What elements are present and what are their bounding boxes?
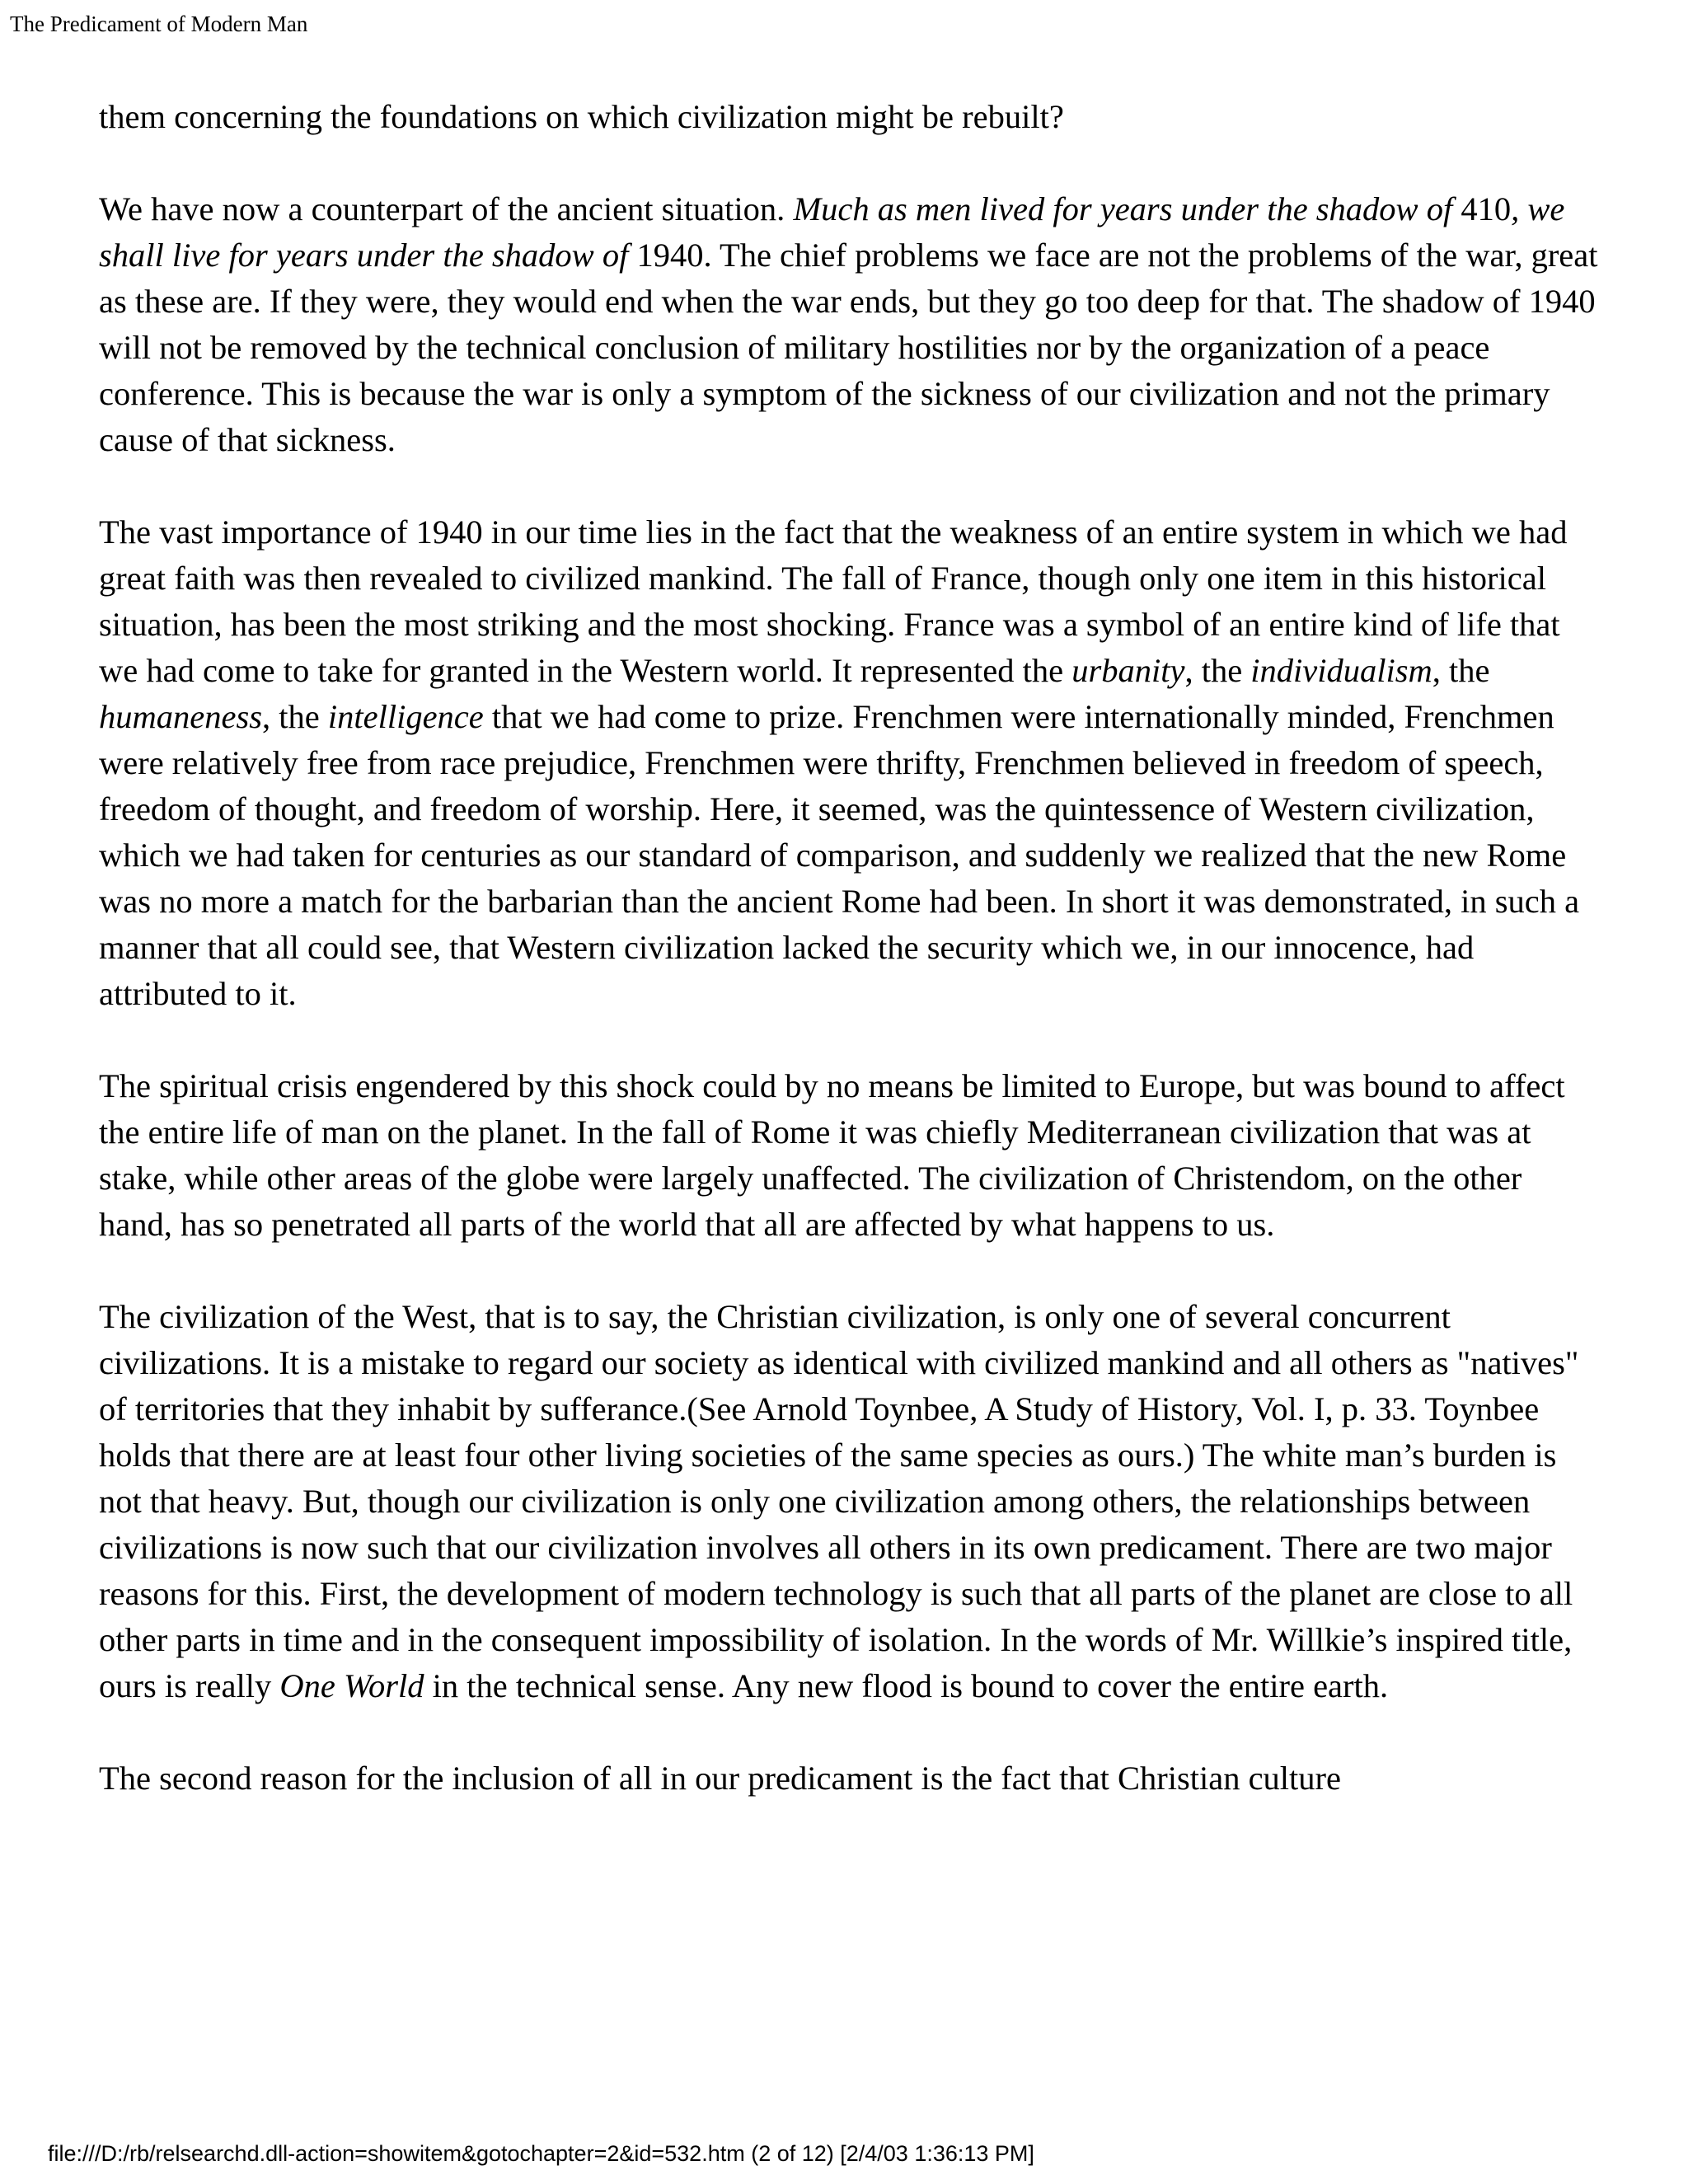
text-run: , the [261,698,328,735]
text-run: that we had come to prize. Frenchmen were internationally minded, Frenchmen were relatively free from race prejudice, Frenchmen were thrifty, Frenchmen believed in freedom of speech, freedom of thought, and freedom of worship. Here, it seemed, was the quintessence of Western civilization, which we had taken for centuries as our standard of comparison, and suddenly we realized that the new Rome was no more a match for the barbarian than the ancient Rome had been. In short it was demonstrated, in such a manner that all could see, that Western civilization lacked the security which we, in our innocence, had attributed to it. [99,698,1580,1012]
text-run: them concerning the foundations on which civilization might be rebuilt? [99,98,1064,135]
text-run: 1940. The chief problems we face are not the problems of the war, great as these are. If they were, they would end when the war ends, but they go too deep for that. The shadow of 1940 will not be removed by the technical conclusion of military hostilities nor by the organization of a peace conference. This is because the war is only a symptom of the sickness of our civilization and not the primary cause of that sickness. [99,237,1598,458]
italic-run: humaneness [99,698,262,735]
text-run: in the technical sense. Any new flood is bound to cover the entire earth. [424,1667,1389,1704]
italic-run: intelligence [327,698,484,735]
text-run: The vast importance of 1940 in our time lies in the fact that the weakness of an entire system in which we had great faith was then revealed to civilized mankind. The fall of France, though only one item in this historical situation, has been the most striking and the most shocking. France was a symbol of an entire kind of life that we had come to take for granted in the Western world. It represented the [99,513,1568,689]
text-run: , the [1432,652,1490,689]
page-header-title: The Predicament of Modern Man [10,12,308,36]
text-run: The spiritual crisis engendered by this shock could by no means be limited to Europe, but was bound to affect the entire life of man on the planet. In the fall of Rome it was chiefly Mediterranean civilization that was at stake, while other areas of the globe were largely unaffected. The civilization of Christendom, on the other hand, has so penetrated all parts of the world that all are affected by what happens to us. [99,1067,1565,1243]
page-footer-url: file:///D:/rb/relsearchd.dll-action=showitem&gotochapter=2&id=532.htm (2 of 12) [2/4/03 1:36:13 PM] [48,2141,1034,2166]
document-body [99,94,1602,1802]
text-run: , the [1184,652,1251,689]
text-run: The civilization of the West, that is to say, the Christian civilization, is only one of several concurrent civilizations. It is a mistake to regard our society as identical with civilized mankind and all others as "natives" of territories that they inhabit by sufferance.(See Arnold Toynbee, A Study of History, Vol. I, p. 33. Toynbee holds that there are at least four other living societies of the same species as ours.) The white man’s burden is not that heavy. But, though our civilization is only one civilization among others, the relationships between civilizations is now such that our civilization involves all others in its own predicament. There are two major reasons for this. First, the development of modern technology is such that all parts of the planet are close to all other parts in time and in the consequent impossibility of isolation. In the words of Mr. Willkie’s inspired title, ours is really [99,1298,1579,1704]
italic-run: urbanity [1071,652,1185,689]
paragraph [99,1294,1602,1709]
paragraph [99,94,1602,140]
paragraph [99,509,1602,1017]
text-run: We have now a counterpart of the ancient situation. [99,190,794,227]
paragraph [99,1063,1602,1248]
italic-run: individualism [1250,652,1432,689]
italic-run: One World [279,1667,424,1704]
italic-run: , we shall live for years under the shadow of [99,190,1565,274]
text-run: 410 [1461,190,1512,227]
paragraph [99,1755,1602,1802]
text-run: The second reason for the inclusion of all in our predicament is the fact that Christian culture [99,1760,1342,1797]
paragraph [99,186,1602,463]
italic-run: Much as men lived for years under the shadow of [793,190,1461,227]
